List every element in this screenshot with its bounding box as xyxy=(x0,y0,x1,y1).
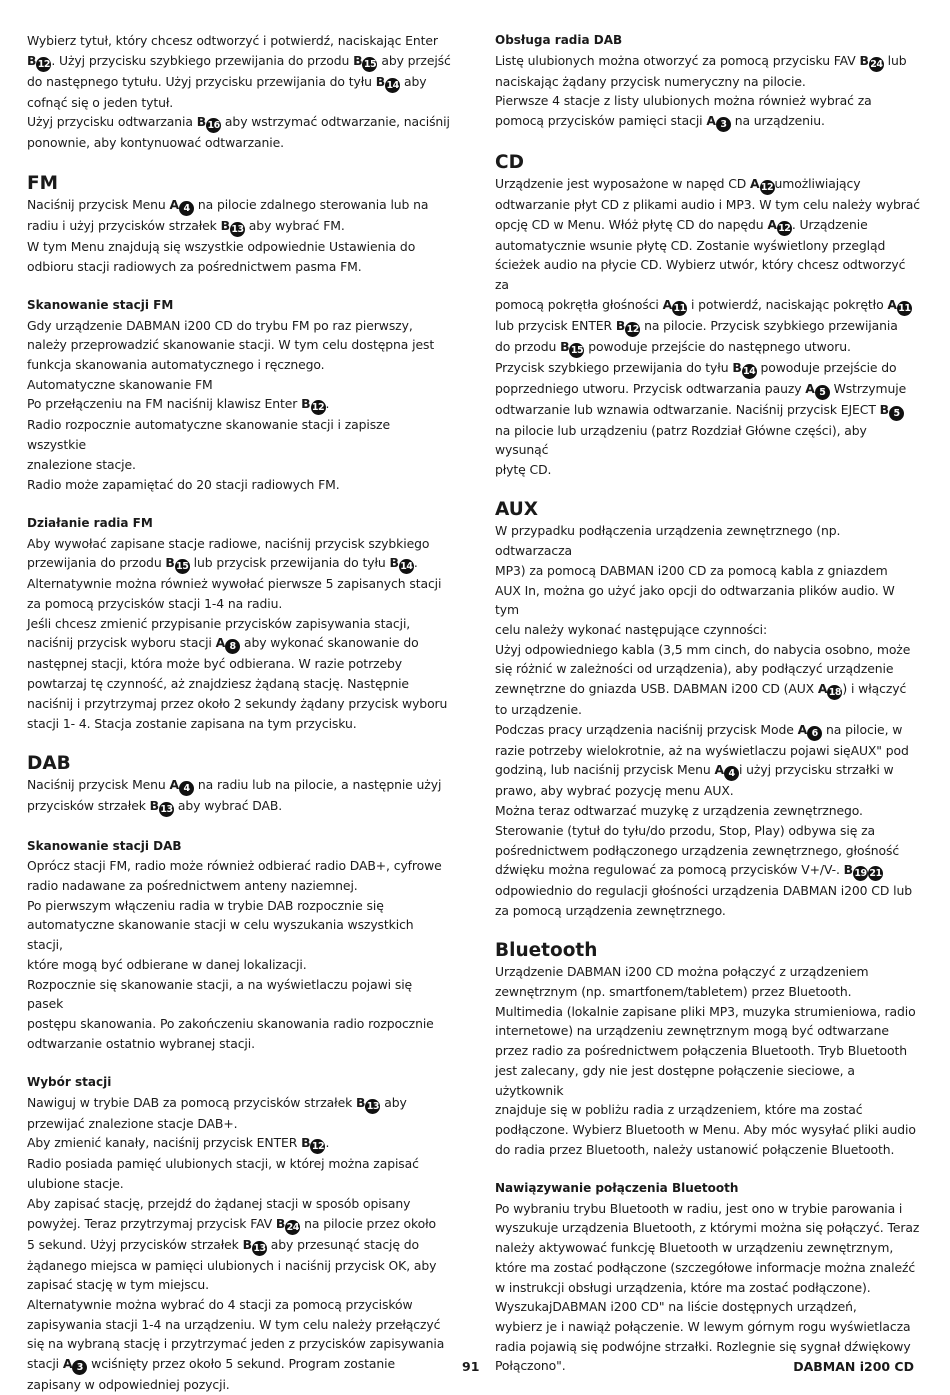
dab-scan-section: Oprócz stacji FM, radio może również odbierać radio DAB+, cyfrowe radio nadawane za pośrednictwem anteny naziemnej. Po pierwszym włączeniu radia w trybie DAB rozpocznie się automatyczne skanowanie stacji w celu wyszukania wszystkich stacji, które mogą być odbierane w danej lokalizacji. Rozpocznie się skanowanie stacji, a na wyświetlaczu pojawi się pasek postępu skanowania. Po zakończeniu skanowania radio rozpocznie odtwarzanie ostatnio wybranej stacji. xyxy=(27,858,442,1051)
key-number-badge: 18 xyxy=(828,687,842,699)
section-heading-cd: CD xyxy=(495,151,524,173)
subheading-station-select: Wybór stacji xyxy=(27,1075,112,1090)
key-letter: A xyxy=(797,721,808,737)
key-number-badge: 13 xyxy=(160,803,173,815)
right-column xyxy=(495,31,920,1376)
key-number-badge: 15 xyxy=(363,58,377,70)
bluetooth-pairing-section: Po wybraniu trybu Bluetooth w radiu, jest ono w trybie parowania i wyszukuje urządzenia Bluetooth, z którymi można się połączyć. Teraz należy aktywować funkcję Bluetooth w urządzeniu zewnętrznym, które ma zostać podłączone (szczegółowe informacje można znaleźć w instrukcji obsługi urządzenia, które ma zostać podłączone). WyszukajDABMAN i200 CD" na liście dostępnych urządzeń, wybierz je i nawiąż połączenie. W lewym górnym rogu wyświetlacza radia pojawią się podwójne strzałki. Rozlegnie się sygnał dźwiękowy Połączono". xyxy=(495,1200,920,1374)
key-number-badge: 8 xyxy=(225,639,240,654)
key-number-badge: 12 xyxy=(37,58,50,70)
key-number-badge: 16 xyxy=(207,120,220,132)
key-letter: B xyxy=(301,396,311,412)
dab-operation-section: Listę ulubionych można otworzyć za pomocą przycisku FAV B24 lub naciskając żądany przycisk numeryczny na pilocie. Pierwsze 4 stacje z listy ulubionych można również wybrać za pomocą przycisków pamięci stacji A 3 na urządzeniu. xyxy=(495,52,907,131)
key-number-badge: 4 xyxy=(179,201,194,216)
key-letter: B xyxy=(375,73,386,89)
subheading-fm-scan: Skanowanie stacji FM xyxy=(27,297,174,312)
key-number-badge: 3 xyxy=(716,117,731,132)
subheading-dab-scan: Skanowanie stacji DAB xyxy=(27,838,182,853)
page-number: 91 xyxy=(462,1359,480,1374)
key-number-badge: 11 xyxy=(898,302,911,314)
key-number-badge: 12 xyxy=(626,323,639,335)
key-number-badge: 3 xyxy=(72,1360,87,1375)
key-letter: B xyxy=(615,317,626,333)
key-number-badge: 24 xyxy=(286,1221,299,1233)
section-heading-fm: FM xyxy=(27,172,59,194)
key-letter: A xyxy=(714,762,724,778)
key-letter: A xyxy=(706,113,716,129)
key-letter: B xyxy=(353,52,363,68)
key-number-badge: 6 xyxy=(807,726,822,741)
key-letter: B xyxy=(560,338,570,354)
key-letter: A xyxy=(62,1356,73,1372)
key-number-badge: 5 xyxy=(889,406,904,421)
subheading-fm-operation: Działanie radia FM xyxy=(27,515,153,530)
key-letter: A xyxy=(887,296,897,312)
key-letter: B xyxy=(356,1094,366,1110)
fm-operation-section: Aby wywołać zapisane stacje radiowe, naciśnij przycisk szybkiego przewijania do przodu B15 lub przycisk przewijania do tyłu B14. Alternatywnie można również wywołać pierwsze 5 zapisanych stacji za pomocą przycisków stacji 1-4 na radiu. Jeśli chcesz zmienić przypisanie przycisków zapisywania stacji, naciśnij przycisk wyboru stacji A 8 aby wykonać skanowanie do następnej stacji, która może być odbierana. W razie potrzeby powtarzaj tę czynność, aż znajdziesz żądaną stację. Następnie naciśnij i przytrzymaj przez około 2 sekundy żądany przycisk wyboru stacji 1- 4. Stacja zostanie zapisana na tym przycisku. xyxy=(27,535,448,731)
key-letter: B xyxy=(196,114,207,130)
key-number-badge: 13 xyxy=(366,1100,380,1112)
intro-section: Wybierz tytuł, który chcesz odtworzyć i potwierdź, naciskając Enter B12. Użyj przycisku szybkiego przewijania do przodu B15 aby przejść do następnego tytułu. Użyj przycisku przewijania do tyłu B14 aby cofnąć się o jeden tytuł. Użyj przycisku odtwarzania B16 aby wstrzymać odtwarzanie, naciśnij ponownie, aby kontynuować odtwarzanie. xyxy=(27,33,451,151)
key-number-badge: 14 xyxy=(386,79,399,91)
bluetooth-section: Urządzenie DABMAN i200 CD można połączyć z urządzeniem zewnętrznym (np. smartfonem/tabletem) przez Bluetooth. Multimedia (lokalnie zapisane pliki MP3, muzyka strumieniowa, radio internetowe) na urządzeniu zewnętrznym mogą być odtwarzane przez radio za pośrednictwem połączenia Bluetooth. Tryb Bluetooth jest zalecany, gdy nie jest dostępne połączenie sieciowe, a użytkownik znajduje się w pobliżu radia z urządzeniem, które ma zostać podłączone. Wybierz Bluetooth w Menu. Aby móc wysyłać pliki audio do radia przez Bluetooth, należy ustanowić połączenie Bluetooth. xyxy=(495,964,916,1157)
product-name: DABMAN i200 CD xyxy=(793,1359,914,1374)
key-letter: B xyxy=(301,1135,311,1151)
left-column xyxy=(27,31,452,1395)
key-number-badge: 12 xyxy=(760,181,774,193)
key-letter: B xyxy=(220,217,230,233)
key-number-badge: 21 xyxy=(869,868,882,880)
key-number-badge: 12 xyxy=(311,1141,325,1153)
key-number-badge: 5 xyxy=(815,385,830,400)
aux-section: W przypadku podłączenia urządzenia zewnętrznego (np. odtwarzacza MP3) za pomocą DABMAN i200 CD za pomocą kabla z gniazdem AUX In, można go użyć jako opcji do odtwarzania plików audio. W tym celu należy wykonać następujące czynności: Użyj odpowiedniego kabla (3,5 mm cinch, do nabycia osobno, może się różnić w zależności od urządzenia), aby podłączyć urządzenie zewnętrzne do gniazda USB. DABMAN i200 CD (AUX A18) i włączyć to urządzenie. Podczas pracy urządzenia naciśnij przycisk Mode A 6 na pilocie, w razie potrzeby wielokrotnie, aż na wyświetlaczu pojawi sięAUX" pod godziną, lub naciśnij przycisk Menu A 4 i użyj przycisku strzałki w prawo, aby wybrać pozycję menu AUX. Można teraz odtwarzać muzykę z urządzenia zewnętrznego. Sterowanie (tytuł do tyłu/do przodu, Stop, Play) odbywa się za pośrednictwem podłączonego urządzenia zewnętrznego, głośność dźwięku można regulować za pomocą przycisków V+/V-. B19 21 odpowiednio do regulacji głośności urządzenia DABMAN i200 CD lub za pomocą urządzenia zewnętrznego. xyxy=(495,523,912,918)
fm-scan-section: Gdy urządzenie DABMAN i200 CD do trybu FM po raz pierwszy, należy przeprowadzić skanowanie stacji. W tym celu dostępna jest funkcja skanowania automatycznego i ręcznego. Automatyczne skanowanie FM Po przełączeniu na FM naciśnij klawisz Enter B12. Radio rozpocznie automatyczne skanowanie stacji i zapisze wszystkie znalezione stacje. Radio może zapamiętać do 20 stacji radiowych FM. xyxy=(27,317,435,492)
key-letter: A xyxy=(805,380,815,396)
key-letter: A xyxy=(817,681,828,697)
subheading-dab-operation: Obsługa radia DAB xyxy=(495,33,623,47)
key-number-badge: 14 xyxy=(743,365,756,377)
key-letter: B xyxy=(275,1215,286,1231)
key-number-badge: 13 xyxy=(253,1242,266,1254)
key-letter: B xyxy=(149,797,160,813)
station-select-section: Nawiguj w trybie DAB za pomocą przycisków strzałek B13 aby przewijać znalezione stacje DAB+. Aby zmienić kanały, naciśnij przycisk ENTER B12. Radio posiada pamięć ulubionych stacji, w której można zapisać ulubione stacje. Aby zapisać stację, przejdź do żądanej stacji w sposób opisany powyżej. Teraz przytrzymaj przycisk FAV B24 na pilocie przez około 5 sekund. Użyj przycisków strzałek B13 aby przesunąć stację do żądanego miejsca w pamięci ulubionych i naciśnij przycisk OK, aby zapisać stację w tym miejscu. Alternatywnie można wybrać do 4 stacji za pomocą przycisków zapisywania stacji 1-4 na urządzeniu. W tym celu należy przełączyć się na wybraną stację i przytrzymać jeden z przycisków zapisywania stacji A 3 wciśnięty przez około 5 sekund. Program zostanie zapisany w odpowiedniej pozycji. xyxy=(27,1094,445,1393)
section-heading-aux: AUX xyxy=(495,499,539,521)
key-letter: B xyxy=(389,555,399,571)
key-letter: A xyxy=(169,776,180,792)
key-letter: B xyxy=(843,862,854,878)
key-number-badge: 15 xyxy=(570,344,584,356)
subheading-bluetooth-pairing: Nawiązywanie połączenia Bluetooth xyxy=(495,1181,739,1196)
key-letter: B xyxy=(732,359,742,375)
key-letter: B xyxy=(879,401,889,417)
key-number-badge: 4 xyxy=(724,766,739,781)
key-number-badge: 11 xyxy=(673,302,686,314)
key-number-badge: 14 xyxy=(400,561,413,573)
key-letter: A xyxy=(662,296,673,312)
key-letter: A xyxy=(169,196,180,212)
key-number-badge: 13 xyxy=(231,223,244,235)
key-number-badge: 4 xyxy=(179,781,194,796)
key-number-badge: 24 xyxy=(870,58,883,70)
key-letter: B xyxy=(27,52,37,68)
fm-section: Naciśnij przycisk Menu A 4 na pilocie zdalnego sterowania lub na radiu i użyj przycisków strzałek B13 aby wybrać FM. W tym Menu znajdują się wszystkie odpowiednie Ustawienia do odbioru stacji radiowych za pośrednictwem pasma FM. xyxy=(27,196,429,274)
key-number-badge: 12 xyxy=(778,222,791,234)
section-heading-bluetooth: Bluetooth xyxy=(495,940,598,962)
key-number-badge: 15 xyxy=(176,561,189,573)
key-letter: B xyxy=(165,555,175,571)
key-letter: B xyxy=(242,1236,252,1252)
section-heading-dab: DAB xyxy=(27,752,71,774)
key-letter: A xyxy=(215,635,226,651)
key-number-badge: 12 xyxy=(311,402,325,414)
key-letter: A xyxy=(750,175,760,191)
dab-section: Naciśnij przycisk Menu A 4 na radiu lub na pilocie, a następnie użyj przycisków strzałek B13 aby wybrać DAB. xyxy=(27,776,442,815)
key-letter: A xyxy=(767,216,777,232)
key-number-badge: 19 xyxy=(854,868,867,880)
key-letter: B xyxy=(859,52,869,68)
cd-section: Urządzenie jest wyposażone w napęd CD A12umożliwiający odtwarzanie płyt CD z plikami audio i MP3. W tym celu należy wybrać opcję CD w Menu. Włóż płytę CD do napędu A12. Urządzenie automatycznie wsunie płytę CD. Zostanie wyświetlony przegląd ścieżek audio na płycie CD. Wybierz utwór, który chcesz odtworzyć za pomocą pokrętła głośności A11 i potwierdź, naciskając pokrętło A11 lub przycisk ENTER B12 na pilocie. Przycisk szybkiego przewijania do przodu B15 powoduje przejście do następnego utworu. Przycisk szybkiego przewijania do tyłu B14 powoduje przejście do poprzedniego utworu. Przycisk odtwarzania pauzy A 5 Wstrzymuje odtwarzanie lub wznawia odtwarzanie. Naciśnij przycisk EJECT B 5 na pilocie lub urządzeniu (patrz Rozdział Główne części), aby wysunąć płytę CD. xyxy=(495,175,920,478)
